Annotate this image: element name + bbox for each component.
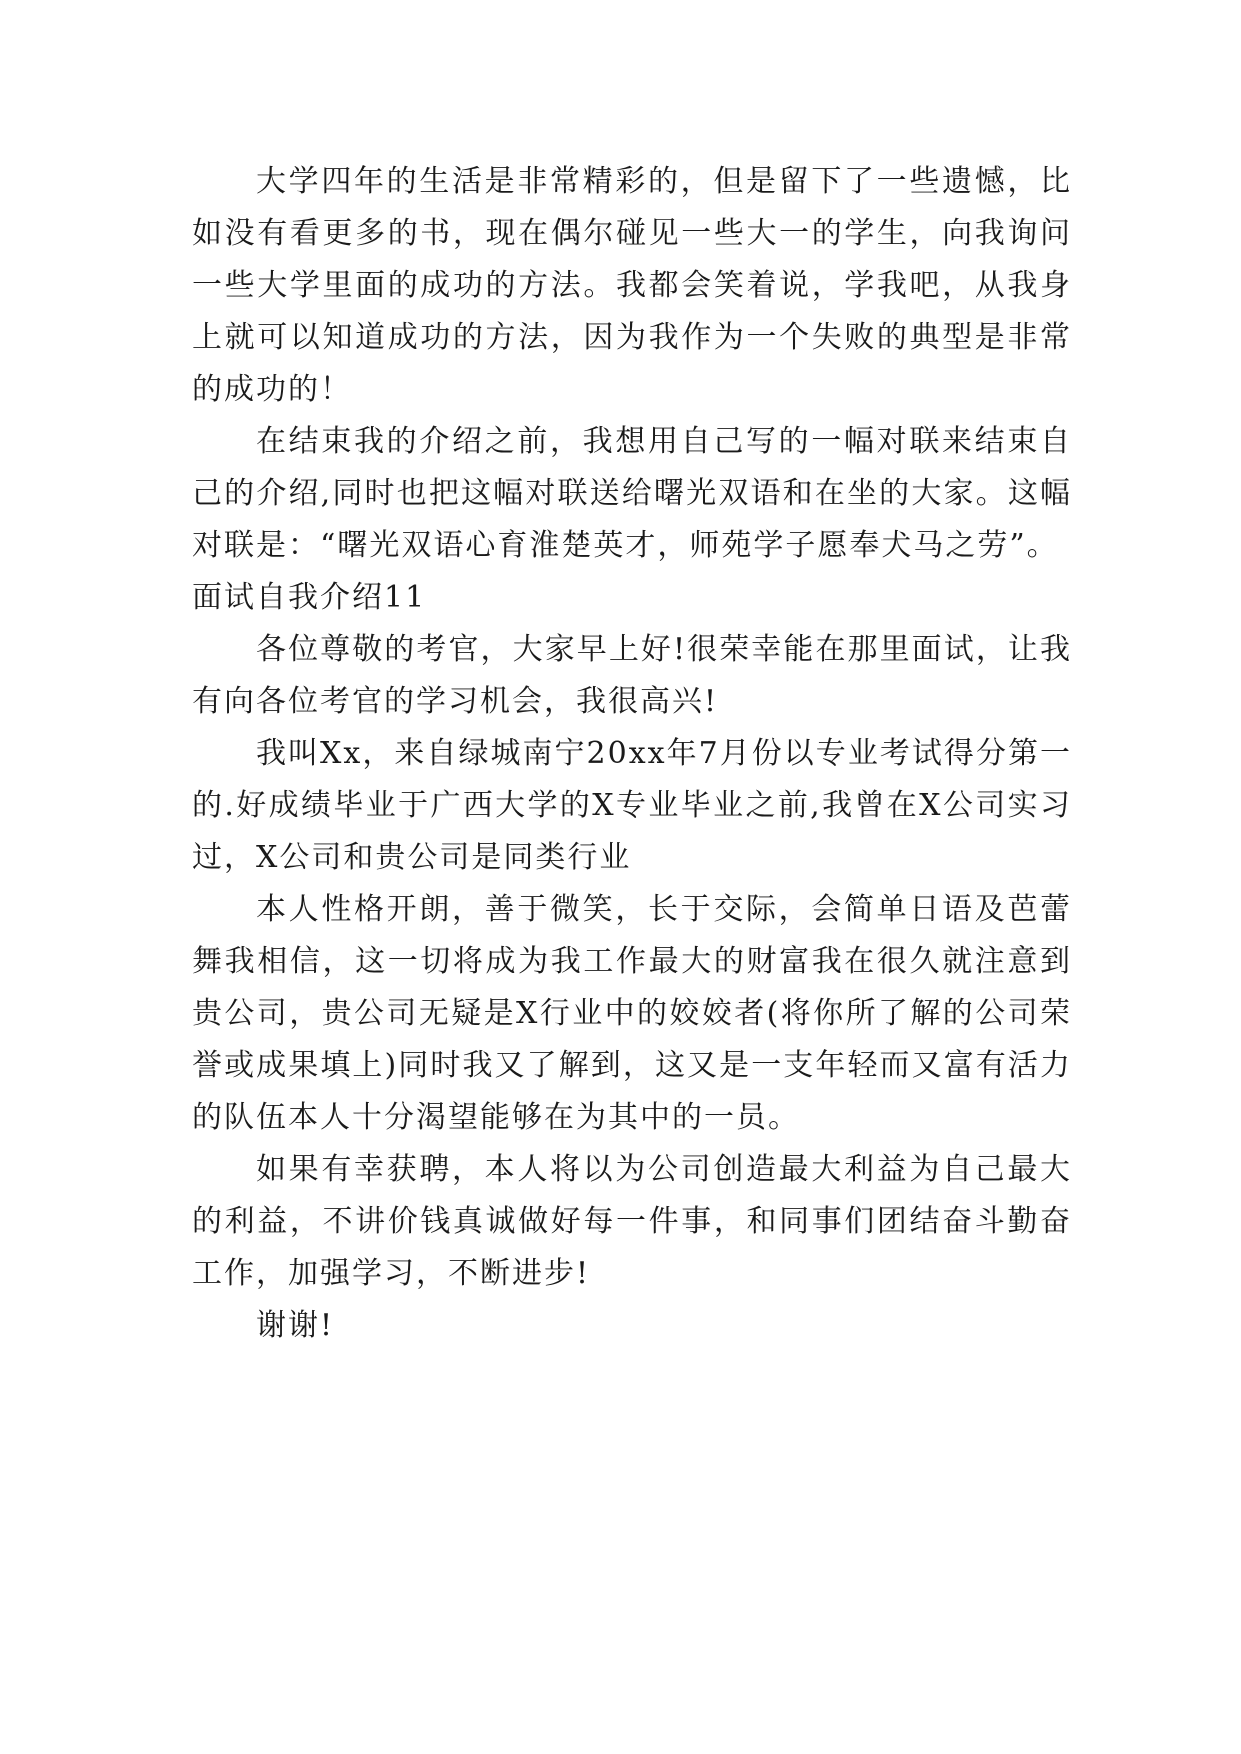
paragraph-personality: 本人性格开朗，善于微笑，长于交际，会简单日语及芭蕾舞我相信，这一切将成为我工作最大的财富我在很久就注意到贵公司，贵公司无疑是X行业中的姣姣者(将你所了解的公司荣誉或成果填上)同时我又了解到，这又是一支年轻而又富有活力的队伍本人十分渴望能够在为其中的一员。 xyxy=(192,892,1072,1135)
section-heading: 面试自我介绍11 xyxy=(192,580,427,615)
document-body xyxy=(192,156,1072,1352)
paragraph-university-regrets: 大学四年的生活是非常精彩的，但是留下了一些遗憾，比如没有看更多的书，现在偶尔碰见一些大一的学生，向我询问一些大学里面的成功的方法。我都会笑着说，学我吧，从我身上就可以知道成功的方法，因为我作为一个失败的典型是非常的成功的！ xyxy=(192,164,1072,407)
paragraph-closing-couplet: 在结束我的介绍之前，我想用自己写的一幅对联来结束自己的介绍,同时也把这幅对联送给曙光双语和在坐的大家。这幅对联是：“曙光双语心育淮楚英才，师苑学子愿奉犬马之劳”。 xyxy=(192,424,1072,563)
paragraph-greeting: 各位尊敬的考官，大家早上好!很荣幸能在那里面试，让我有向各位考官的学习机会，我很高兴! xyxy=(192,632,1072,719)
paragraph-commitment: 如果有幸获聘，本人将以为公司创造最大利益为自己最大的利益，不讲价钱真诚做好每一件事，和同事们团结奋斗勤奋工作，加强学习，不断进步! xyxy=(192,1152,1072,1291)
paragraph-thanks: 谢谢! xyxy=(256,1308,335,1343)
paragraph-background: 我叫Xx，来自绿城南宁20xx年7月份以专业考试得分第一的.好成绩毕业于广西大学的X专业毕业之前,我曾在X公司实习过，X公司和贵公司是同类行业 xyxy=(192,736,1072,875)
